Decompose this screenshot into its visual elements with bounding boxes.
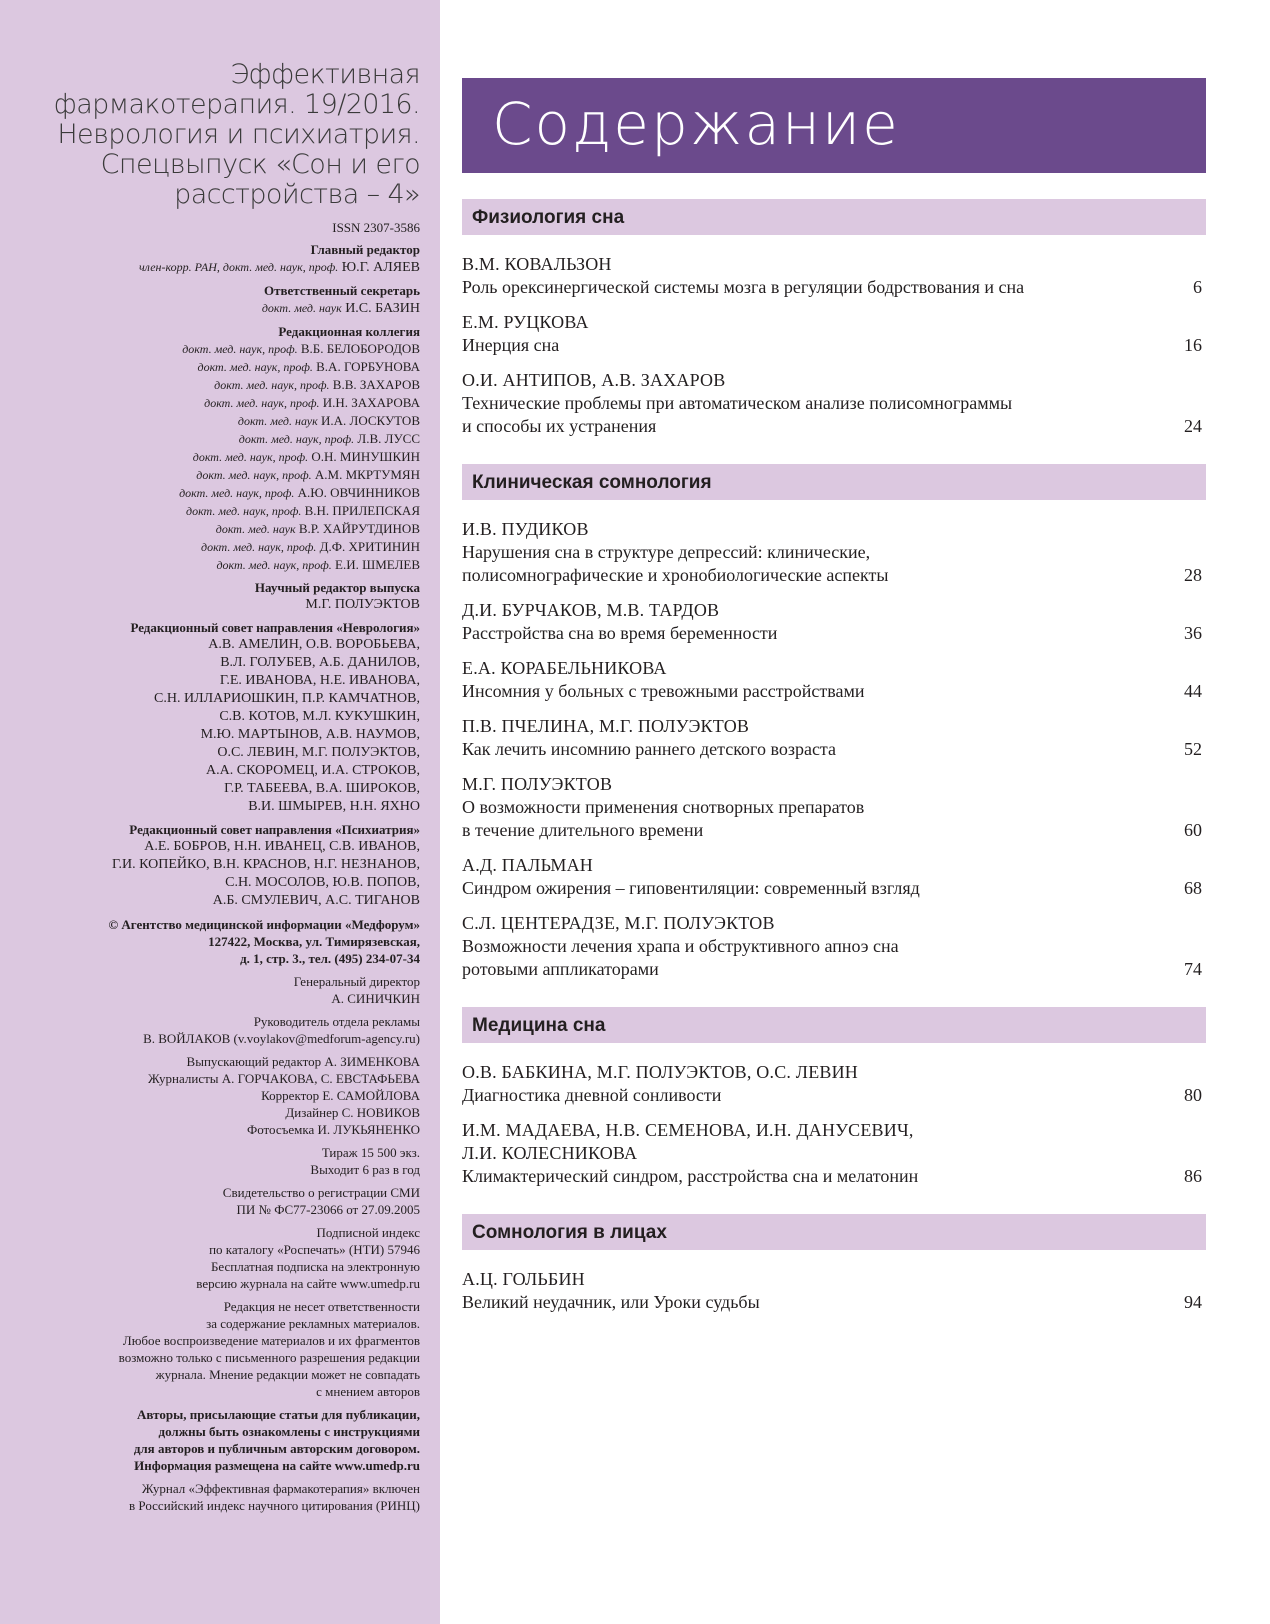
disclaimer-line: с мнением авторов xyxy=(316,1384,420,1399)
chief-editor-name: Ю.Г. АЛЯЕВ xyxy=(341,260,420,275)
entry-authors: С.Л. ЦЕНТЕРАДЗЕ, М.Г. ПОЛУЭКТОВ xyxy=(462,913,775,933)
neurology-council-label: Редакционный совет направления «Неврология» xyxy=(130,620,420,635)
psychiatry-council-label: Редакционный совет направления «Психиатрия» xyxy=(129,822,420,837)
ads-department xyxy=(0,1013,420,1047)
registration-line: ПИ № ФС77-23066 от 27.09.2005 xyxy=(236,1202,420,1217)
section-title: Клиническая сомнология xyxy=(472,472,712,493)
board-member-name: А.М. МКРТУМЯН xyxy=(314,467,420,482)
board-member xyxy=(0,538,420,556)
entry-page-number: 36 xyxy=(1184,623,1202,643)
registration-info xyxy=(0,1184,420,1218)
subscription-info xyxy=(0,1224,420,1292)
board-member xyxy=(0,466,420,484)
masthead-content xyxy=(0,60,420,1514)
toc-entry[interactable] xyxy=(462,1268,1206,1314)
ads-line: В. ВОЙЛАКОВ (v.voylakov@medforum-agency.ru) xyxy=(143,1031,420,1046)
entry-page-number: 86 xyxy=(1184,1166,1202,1186)
entry-title: Диагностика дневной сонливости xyxy=(462,1085,722,1105)
entry-authors: Е.М. РУЦКОВА xyxy=(462,312,589,332)
board-member-credentials: докт. мед. наук, проф. xyxy=(214,378,330,392)
disclaimer-line: возможно только с письменного разрешения редакции xyxy=(118,1350,420,1365)
board-member-name: О.Н. МИНУШКИН xyxy=(311,449,420,464)
secretary-name: И.С. БАЗИН xyxy=(345,301,420,316)
disclaimer-line: за содержание рекламных материалов. xyxy=(206,1316,420,1331)
board-member xyxy=(0,412,420,430)
authors-note-line: для авторов и публичным авторским договором. xyxy=(133,1441,420,1456)
editorial-board-label: Редакционная коллегия xyxy=(278,324,420,339)
entry-authors: П.В. ПЧЕЛИНА, М.Г. ПОЛУЭКТОВ xyxy=(462,716,750,736)
journal-title-line: расстройства – 4» xyxy=(174,179,420,210)
subscription-line: Подписной индекс xyxy=(316,1225,420,1240)
science-editor-label: Научный редактор выпуска xyxy=(254,580,420,595)
section-title: Физиология сна xyxy=(472,207,625,228)
entry-authors: О.В. БАБКИНА, М.Г. ПОЛУЭКТОВ, О.С. ЛЕВИН xyxy=(462,1062,859,1082)
board-member xyxy=(0,376,420,394)
journal-title-line: Неврология и психиатрия. xyxy=(57,119,420,150)
board-member-name: Е.И. ШМЕЛЕВ xyxy=(335,557,420,572)
entry-page-number: 60 xyxy=(1184,820,1202,840)
board-member-name: Л.В. ЛУСС xyxy=(357,431,420,446)
entry-title: Роль орексинергической системы мозга в регуляции бодрствования и сна xyxy=(462,277,1025,297)
entry-page-number: 74 xyxy=(1184,959,1202,979)
rinc-note xyxy=(0,1480,420,1514)
toc-entry[interactable] xyxy=(462,369,1206,438)
board-member-credentials: докт. мед. наук, проф. xyxy=(197,360,313,374)
publisher-info xyxy=(0,916,420,967)
circulation-line: Тираж 15 500 экз. xyxy=(321,1145,420,1160)
neurology-council-line: В.Л. ГОЛУБЕВ, А.Б. ДАНИЛОВ, xyxy=(220,655,420,670)
entry-title: Синдром ожирения – гиповентиляции: современный взгляд xyxy=(462,878,920,898)
board-member xyxy=(0,340,420,358)
board-member-name: Д.Ф. ХРИТИНИН xyxy=(319,539,420,554)
entry-page-number: 94 xyxy=(1184,1292,1202,1312)
subscription-line: по каталогу «Роспечать» (НТИ) 57946 xyxy=(209,1242,420,1257)
board-member-credentials: докт. мед. наук xyxy=(215,522,296,536)
board-member xyxy=(0,556,420,574)
board-member-credentials: докт. мед. наук, проф. xyxy=(196,468,312,482)
contents-banner xyxy=(462,78,1206,173)
chief-editor-credentials: член-корр. РАН, докт. мед. наук, проф. xyxy=(138,260,339,274)
table-of-contents xyxy=(462,78,1206,1326)
entry-authors: А.Ц. ГОЛЬБИН xyxy=(462,1269,585,1289)
disclaimer xyxy=(0,1298,420,1400)
board-member-name: В.А. ГОРБУНОВА xyxy=(316,359,420,374)
science-editor-name: М.Г. ПОЛУЭКТОВ xyxy=(305,597,420,612)
psychiatry-council-block xyxy=(0,822,420,910)
entry-title: Технические проблемы при автоматическом анализе полисомнограммы xyxy=(462,393,1013,413)
disclaimer-line: журнала. Мнение редакции может не совпадать xyxy=(155,1367,420,1382)
neurology-council-list xyxy=(0,636,420,816)
entry-page-number: 28 xyxy=(1184,565,1202,585)
entry-authors: Е.А. КОРАБЕЛЬНИКОВА xyxy=(462,658,667,678)
entry-title: Климактерический синдром, расстройства сна и мелатонин xyxy=(462,1166,919,1186)
entry-authors: А.Д. ПАЛЬМАН xyxy=(462,855,594,875)
entry-authors: Л.И. КОЛЕСНИКОВА xyxy=(462,1143,638,1163)
entry-authors: Д.И. БУРЧАКОВ, М.В. ТАРДОВ xyxy=(462,600,720,620)
journal-title xyxy=(0,60,420,210)
registration-line: Свидетельство о регистрации СМИ xyxy=(222,1185,420,1200)
entry-authors: И.В. ПУДИКОВ xyxy=(462,519,589,539)
section-header xyxy=(462,1214,1206,1250)
neurology-council-line: Г.Е. ИВАНОВА, Н.Е. ИВАНОВА, xyxy=(219,673,420,688)
publisher-line: 127422, Москва, ул. Тимирязевская, xyxy=(208,934,420,949)
general-director-line: А. СИНИЧКИН xyxy=(331,991,420,1006)
journal-title-line: Эффективная xyxy=(230,59,420,90)
psychiatry-council-line: Г.И. КОПЕЙКО, В.Н. КРАСНОВ, Н.Г. НЕЗНАНОВ, xyxy=(112,857,420,872)
section-title: Медицина сна xyxy=(472,1015,606,1036)
board-member-credentials: докт. мед. наук, проф. xyxy=(216,558,332,572)
circulation-info xyxy=(0,1144,420,1178)
circulation-line: Выходит 6 раз в год xyxy=(310,1162,420,1177)
chief-editor-label: Главный редактор xyxy=(310,242,420,257)
entry-page-number: 80 xyxy=(1184,1085,1202,1105)
board-member-credentials: докт. мед. наук, проф. xyxy=(238,432,355,446)
board-member-credentials: докт. мед. наук, проф. xyxy=(201,540,317,554)
entry-title: в течение длительного времени xyxy=(462,820,704,840)
entry-title: Как лечить инсомнию раннего детского возраста xyxy=(462,739,837,759)
board-member-name: В.Б. БЕЛОБОРОДОВ xyxy=(300,341,420,356)
journal-title-line: фармакотерапия. 19/2016. xyxy=(53,89,420,120)
psychiatry-council-line: А.Е. БОБРОВ, Н.Н. ИВАНЕЦ, С.В. ИВАНОВ, xyxy=(144,839,420,854)
board-member-credentials: докт. мед. наук, проф. xyxy=(192,450,309,464)
disclaimer-line: Редакция не несет ответственности xyxy=(223,1299,420,1314)
publisher-line: д. 1, стр. 3., тел. (495) 234-07-34 xyxy=(240,951,420,966)
neurology-council-line: А.А. СКОРОМЕЦ, И.А. СТРОКОВ, xyxy=(206,763,420,778)
board-member-name: В.Н. ПРИЛЕПСКАЯ xyxy=(304,503,420,518)
psychiatry-council-line: С.Н. МОСОЛОВ, Ю.В. ПОПОВ, xyxy=(225,875,420,890)
toc-entry[interactable] xyxy=(462,253,1206,299)
entry-title: Нарушения сна в структуре депрессий: клинические, xyxy=(462,542,871,562)
masthead-sidebar xyxy=(0,0,440,1624)
toc-entry[interactable] xyxy=(462,1119,1206,1188)
entry-title: ротовыми аппликаторами xyxy=(462,959,659,979)
entry-page-number: 6 xyxy=(1193,277,1202,297)
neurology-council-line: О.С. ЛЕВИН, М.Г. ПОЛУЭКТОВ, xyxy=(217,745,420,760)
neurology-council-line: М.Ю. МАРТЫНОВ, А.В. НАУМОВ, xyxy=(200,727,420,742)
entry-page-number: 16 xyxy=(1184,335,1202,355)
authors-note-line: должны быть ознакомлены с инструкциями xyxy=(158,1424,420,1439)
board-member xyxy=(0,502,420,520)
board-member-name: И.А. ЛОСКУТОВ xyxy=(320,413,420,428)
neurology-council-line: С.Н. ИЛЛАРИОШКИН, П.Р. КАМЧАТНОВ, xyxy=(154,691,420,706)
entry-title: Расстройства сна во время беременности xyxy=(462,623,778,643)
neurology-council-line: Г.Р. ТАБЕЕВА, В.А. ШИРОКОВ, xyxy=(224,781,420,796)
section-header xyxy=(462,1007,1206,1043)
ads-line: Руководитель отдела рекламы xyxy=(253,1014,420,1029)
board-member-credentials: докт. мед. наук, проф. xyxy=(182,342,298,356)
neurology-council-block xyxy=(0,620,420,816)
board-member xyxy=(0,430,420,448)
entry-title: Возможности лечения храпа и обструктивного апноэ сна xyxy=(462,936,899,956)
entry-title: О возможности применения снотворных препаратов xyxy=(462,797,865,817)
contents-heading: Содержание xyxy=(492,90,900,158)
staff-line: Выпускающий редактор А. ЗИМЕНКОВА xyxy=(186,1054,420,1069)
entry-page-number: 52 xyxy=(1184,739,1202,759)
entry-title: Инсомния у больных с тревожными расстройствами xyxy=(462,681,865,701)
board-member xyxy=(0,358,420,376)
toc-entry[interactable] xyxy=(462,518,1206,587)
subscription-line: Бесплатная подписка на электронную xyxy=(210,1259,420,1274)
board-member xyxy=(0,520,420,538)
section-title: Сомнология в лицах xyxy=(472,1222,667,1243)
board-member xyxy=(0,448,420,466)
toc-entry[interactable] xyxy=(462,657,1206,703)
entry-title: Инерция сна xyxy=(462,335,560,355)
board-member-name: В.В. ЗАХАРОВ xyxy=(332,377,420,392)
rinc-line: в Российский индекс научного цитирования (РИНЦ) xyxy=(129,1498,420,1513)
board-member xyxy=(0,484,420,502)
toc-entry[interactable] xyxy=(462,1061,1206,1107)
toc-entry[interactable] xyxy=(462,311,1206,357)
entry-page-number: 68 xyxy=(1184,878,1202,898)
toc-entry[interactable] xyxy=(462,715,1206,761)
toc-entry[interactable] xyxy=(462,773,1206,842)
entry-page-number: 44 xyxy=(1184,681,1202,701)
neurology-council-line: В.И. ШМЫРЕВ, Н.Н. ЯХНО xyxy=(248,799,420,814)
staff-line: Корректор Е. САМОЙЛОВА xyxy=(261,1088,420,1103)
chief-editor-block xyxy=(0,242,420,277)
section-header xyxy=(462,464,1206,500)
issn: ISSN 2307-3586 xyxy=(332,220,420,235)
authors-note xyxy=(0,1406,420,1474)
general-director-line: Генеральный директор xyxy=(293,974,420,989)
toc-entry[interactable] xyxy=(462,599,1206,645)
entry-authors: О.И. АНТИПОВ, А.В. ЗАХАРОВ xyxy=(462,370,726,390)
entry-title: и способы их устранения xyxy=(462,416,657,436)
editorial-board-block xyxy=(0,324,420,574)
editorial-board-list xyxy=(0,340,420,574)
general-director xyxy=(0,973,420,1007)
neurology-council-line: С.В. КОТОВ, М.Л. КУКУШКИН, xyxy=(219,709,420,724)
editorial-staff xyxy=(0,1053,420,1138)
authors-note-line: Информация размещена на сайте www.umedp.ru xyxy=(134,1458,420,1473)
secretary-block xyxy=(0,283,420,318)
toc-sections xyxy=(462,199,1206,1314)
board-member-name: И.Н. ЗАХАРОВА xyxy=(322,395,420,410)
toc-entry[interactable] xyxy=(462,912,1206,981)
board-member xyxy=(0,394,420,412)
entry-page-number: 24 xyxy=(1184,416,1202,436)
science-editor-block xyxy=(0,580,420,614)
subscription-line: версию журнала на сайте www.umedp.ru xyxy=(196,1276,420,1291)
secretary-credentials: докт. мед. наук xyxy=(261,301,342,315)
staff-line: Дизайнер С. НОВИКОВ xyxy=(285,1105,420,1120)
secretary-label: Ответственный секретарь xyxy=(264,283,420,298)
entry-authors: И.М. МАДАЕВА, Н.В. СЕМЕНОВА, И.Н. ДАНУСЕВИЧ, xyxy=(462,1120,914,1140)
board-member-credentials: докт. мед. наук, проф. xyxy=(179,486,295,500)
staff-line: Журналисты А. ГОРЧАКОВА, С. ЕВСТАФЬЕВА xyxy=(148,1071,420,1086)
journal-title-line: Спецвыпуск «Сон и его xyxy=(100,149,420,180)
toc-entry[interactable] xyxy=(462,854,1206,900)
board-member-credentials: докт. мед. наук xyxy=(237,414,318,428)
section-header xyxy=(462,199,1206,235)
entry-title: полисомнографические и хронобиологические аспекты xyxy=(462,565,889,585)
entry-authors: М.Г. ПОЛУЭКТОВ xyxy=(462,774,613,794)
staff-line: Фотосъемка И. ЛУКЬЯНЕНКО xyxy=(246,1122,420,1137)
authors-note-line: Авторы, присылающие статьи для публикации, xyxy=(137,1407,420,1422)
board-member-name: А.Ю. ОВЧИННИКОВ xyxy=(297,485,420,500)
board-member-credentials: докт. мед. наук, проф. xyxy=(204,396,320,410)
entry-authors: В.М. КОВАЛЬЗОН xyxy=(462,254,612,274)
rinc-line: Журнал «Эффективная фармакотерапия» включен xyxy=(141,1481,420,1496)
entry-title: Великий неудачник, или Уроки судьбы xyxy=(462,1292,760,1312)
board-member-name: В.Р. ХАЙРУТДИНОВ xyxy=(298,521,420,536)
board-member-credentials: докт. мед. наук, проф. xyxy=(186,504,302,518)
publisher-line: © Агентство медицинской информации «Медфорум» xyxy=(108,917,420,932)
neurology-council-line: А.В. АМЕЛИН, О.В. ВОРОБЬЕВА, xyxy=(208,637,420,652)
psychiatry-council-line: А.Б. СМУЛЕВИЧ, А.С. ТИГАНОВ xyxy=(212,893,420,908)
disclaimer-line: Любое воспроизведение материалов и их фрагментов xyxy=(122,1333,420,1348)
psychiatry-council-list xyxy=(0,838,420,910)
